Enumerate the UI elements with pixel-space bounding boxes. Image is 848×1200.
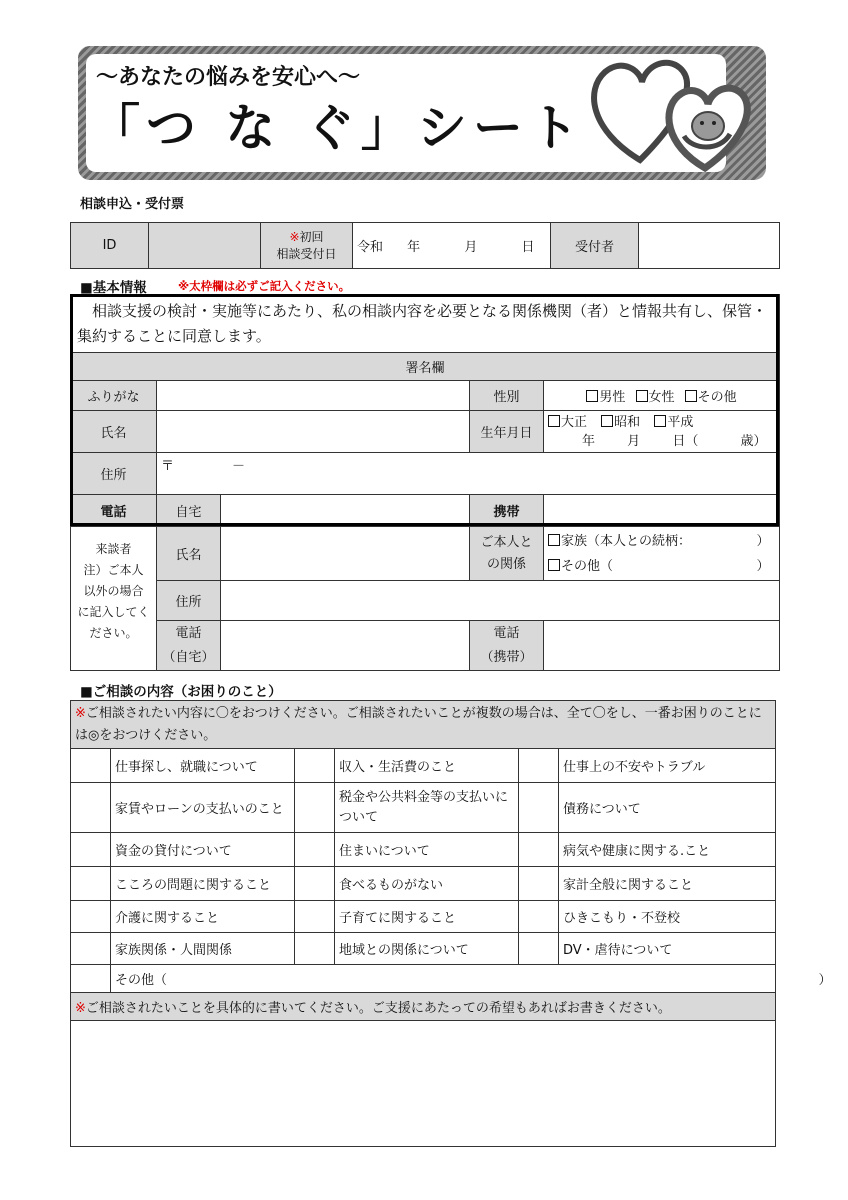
id-field[interactable] (149, 223, 261, 269)
topic-label: DV・虐待について (559, 933, 776, 965)
gender-female-checkbox[interactable]: 女性 (636, 390, 675, 405)
visitor-table (70, 526, 780, 671)
topic-mark-cell[interactable] (71, 749, 111, 783)
visitor-name-field[interactable] (221, 527, 470, 581)
topic-label: 家族関係・人間関係 (111, 933, 295, 965)
era-heisei-checkbox[interactable]: 平成 (654, 415, 693, 430)
consultation-instruction: ※ご相談されたい内容に〇をおつけください。ご相談されたいことが複数の場合は、全て〇をし、一番お困りのことには◎をおつけください。 (71, 701, 776, 749)
era-showa-checkbox[interactable]: 昭和 (601, 415, 640, 430)
topic-mark-cell[interactable] (71, 933, 111, 965)
receiver-label: 受付者 (551, 223, 639, 269)
topic-mark-cell[interactable] (519, 933, 559, 965)
topic-mark-cell[interactable] (71, 783, 111, 833)
gender-male-checkbox[interactable]: 男性 (586, 390, 625, 405)
first-consult-date-field[interactable]: 令和 年 月 日 (353, 223, 551, 269)
topic-mark-cell[interactable] (71, 901, 111, 933)
topic-label: 子育てに関すること (335, 901, 519, 933)
topic-label: 債務について (559, 783, 776, 833)
visitor-label: 来談者 注）ご本人 以外の場合 に記入してく ださい。 (71, 527, 157, 671)
reception-table (70, 222, 780, 269)
home-phone-field[interactable] (221, 495, 470, 527)
receiver-field[interactable] (639, 223, 780, 269)
topic-mark-cell[interactable] (519, 749, 559, 783)
topic-label: 病気や健康に関する.こと (559, 833, 776, 867)
gender-options (544, 381, 780, 411)
topic-mark-cell[interactable] (519, 867, 559, 901)
form-label: 相談申込・受付票 (80, 197, 185, 212)
header-tagline: ～あなたの悩みを安心へ～ (96, 65, 361, 90)
basic-info-title: ■基本情報 (80, 280, 147, 296)
topic-mark-cell[interactable] (519, 833, 559, 867)
first-consult-label: ※初回 相談受付日 (261, 223, 353, 269)
mobile-phone-field[interactable] (544, 495, 780, 527)
relation-family-checkbox[interactable]: 家族（本人との続柄： (548, 534, 691, 549)
relation-label: ご本人と の関係 (470, 527, 544, 581)
topic-mark-cell[interactable] (71, 867, 111, 901)
topic-mark-cell[interactable] (71, 833, 111, 867)
consultation-title: ■ご相談の内容（お困りのこと） (80, 684, 282, 700)
hearts-logo-icon (580, 50, 760, 178)
name-field[interactable] (157, 411, 470, 453)
other-topic-field[interactable]: その他（ ） (111, 965, 776, 993)
birth-label: 生年月日 (470, 411, 544, 453)
birth-field[interactable]: 大正 昭和 平成 年 月 日（ 歳） (544, 411, 780, 453)
topic-label: 食べるものがない (335, 867, 519, 901)
topic-label: ひきこもり・不登校 (559, 901, 776, 933)
topic-label: 税金や公共料金等の支払いについて (335, 783, 519, 833)
visitor-home-phone-field[interactable] (221, 621, 470, 671)
topic-label: 家計全般に関すること (559, 867, 776, 901)
address-field[interactable]: 〒 － (157, 453, 780, 495)
consent-text: 相談支援の検討・実施等にあたり、私の相談内容を必要となる関係機関（者）と情報共有し、保管・集約することに同意します。 (71, 295, 780, 353)
gender-label: 性別 (470, 381, 544, 411)
topic-mark-cell[interactable] (295, 867, 335, 901)
visitor-address-label: 住所 (157, 581, 221, 621)
topic-mark-cell[interactable] (71, 965, 111, 993)
consultation-table (70, 700, 832, 1147)
topic-label: 仕事探し、就職について (111, 749, 295, 783)
topic-label: 資金の貸付について (111, 833, 295, 867)
visitor-mobile-phone-label: 電話 （携帯） (470, 621, 544, 671)
visitor-address-field[interactable] (221, 581, 780, 621)
basic-info-table (70, 294, 780, 527)
required-note: ※太枠欄は必ずご記入ください。 (178, 279, 351, 293)
relation-other-checkbox[interactable]: その他（ (548, 559, 613, 574)
topic-label: 地域との関係について (335, 933, 519, 965)
topic-label: 家賃やローンの支払いのこと (111, 783, 295, 833)
relation-field: 家族（本人との続柄： ） その他（ ） (544, 527, 780, 581)
topic-mark-cell[interactable] (295, 749, 335, 783)
topic-mark-cell[interactable] (295, 901, 335, 933)
visitor-name-label: 氏名 (157, 527, 221, 581)
id-label: ID (71, 223, 149, 269)
topic-label: 介護に関すること (111, 901, 295, 933)
topic-mark-cell[interactable] (295, 783, 335, 833)
signature-label: 署名欄 (71, 353, 780, 381)
phone-label: 電話 (71, 495, 157, 527)
detail-textarea[interactable] (71, 1021, 776, 1147)
home-phone-label: 自宅 (157, 495, 221, 527)
topic-label: こころの問題に関すること (111, 867, 295, 901)
topic-label: 住まいについて (335, 833, 519, 867)
mobile-phone-label: 携帯 (470, 495, 544, 527)
topic-mark-cell[interactable] (295, 933, 335, 965)
address-label: 住所 (71, 453, 157, 495)
furigana-label: ふりがな (71, 381, 157, 411)
topic-mark-cell[interactable] (295, 833, 335, 867)
page-title: 「つ な ぐ」シート (90, 99, 585, 157)
visitor-mobile-phone-field[interactable] (544, 621, 780, 671)
gender-other-checkbox[interactable]: その他 (685, 390, 737, 405)
era-taisho-checkbox[interactable]: 大正 (548, 415, 587, 430)
furigana-field[interactable] (157, 381, 470, 411)
visitor-home-phone-label: 電話 （自宅） (157, 621, 221, 671)
topic-mark-cell[interactable] (519, 901, 559, 933)
detail-instruction: ※ご相談されたいことを具体的に書いてください。ご支援にあたっての希望もあればお書きください。 (71, 993, 776, 1021)
name-label: 氏名 (71, 411, 157, 453)
topic-mark-cell[interactable] (519, 783, 559, 833)
topic-label: 収入・生活費のこと (335, 749, 519, 783)
topic-label: 仕事上の不安やトラブル (559, 749, 776, 783)
